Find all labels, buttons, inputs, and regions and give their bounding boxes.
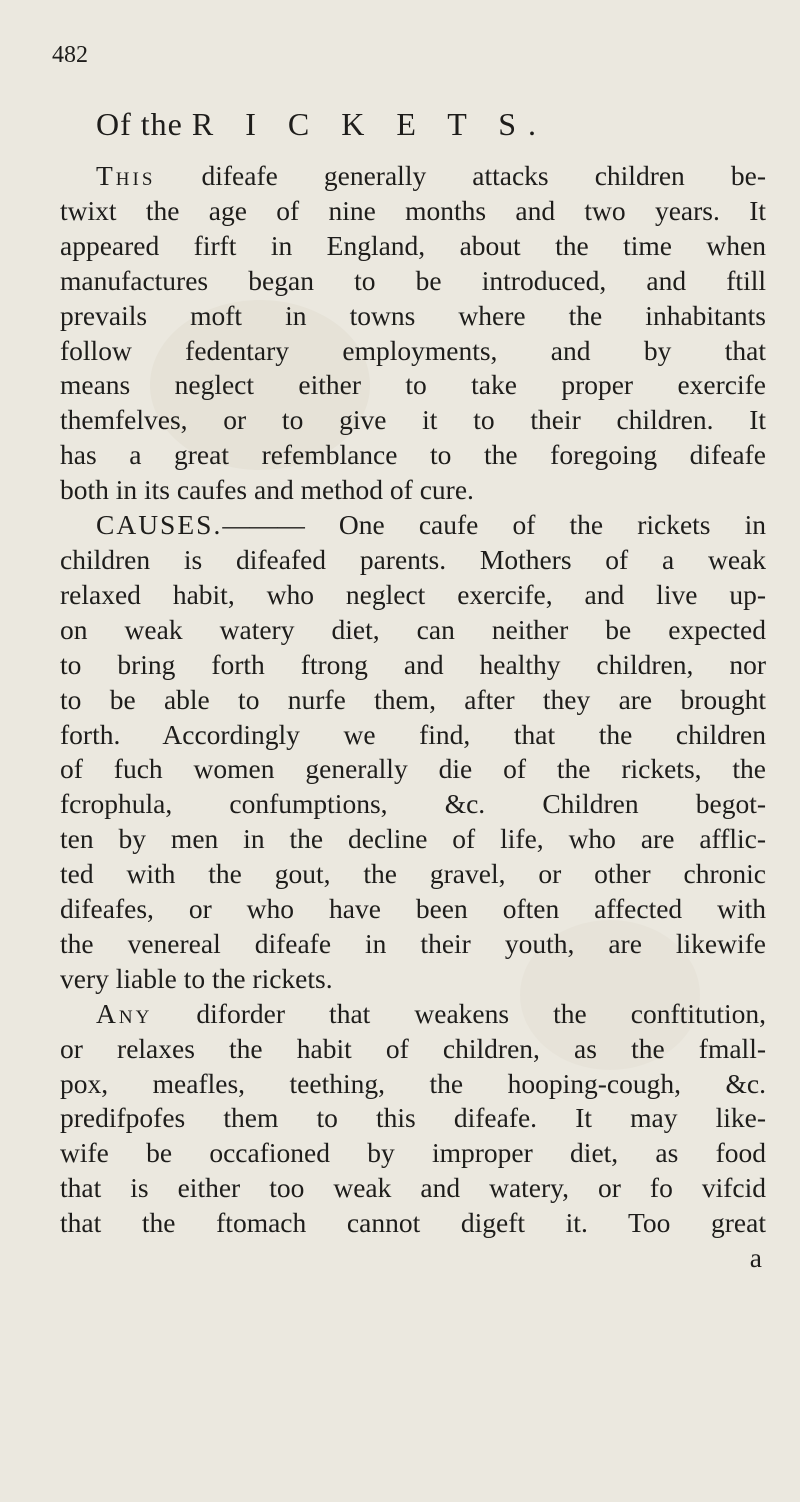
text-line: very liable to the rickets. (60, 962, 333, 994)
running-head (96, 106, 548, 143)
text-line: to bring forth ftrong and healthy children, nor (60, 648, 766, 680)
text-line: difeafes, or who have been often affected with (60, 893, 766, 925)
text-line: to be able to nurfe them, after they are brought (60, 683, 766, 715)
page-number: 482 (52, 42, 88, 68)
text-line: Any diforder that weakens the conftitution, (96, 997, 767, 1029)
paragraph-lead: Any (96, 997, 153, 1029)
text-line: pox, meafles, teething, the hooping-cough, &c. (60, 1067, 766, 1099)
text-line: predifpofes them to this difeafe. It may like- (60, 1102, 766, 1134)
text-line: of fuch women generally die of the rickets, the (60, 753, 766, 785)
text-line: manufactures began to be introduced, and ftill (60, 264, 766, 296)
text-line: that is either too weak and watery, or fo vifcid (60, 1172, 766, 1204)
text-line: or relaxes the habit of children, as the fmall- (60, 1032, 766, 1064)
section-heading: CAUSES. (96, 509, 223, 541)
text-line: prevails moft in towns where the inhabitants (60, 299, 766, 331)
text-line: both in its caufes and method of cure. (60, 474, 474, 506)
text-line: forth. Accordingly we find, that the children (60, 718, 766, 750)
text-line: the venereal difeafe in their youth, are likewife (60, 927, 766, 959)
text-line: relaxed habit, who neglect exercife, and live up- (60, 578, 766, 610)
running-head-prefix: Of the (96, 106, 183, 142)
text-line: wife be occafioned by improper diet, as food (60, 1137, 766, 1169)
text-line: children is difeafed parents. Mothers of a weak (60, 543, 766, 575)
text-line: ted with the gout, the gravel, or other chronic (60, 858, 766, 890)
text-line: that the ftomach cannot digeft it. Too great (60, 1207, 766, 1239)
text-line: ten by men in the decline of life, who are afflic- (60, 823, 766, 855)
text-line: appeared firft in England, about the time when (60, 229, 766, 261)
text-line: This difeafe generally attacks children be- (96, 160, 766, 191)
text-line: themfelves, or to give it to their children. It (60, 404, 766, 436)
text-line: twixt the age of nine months and two years. It (60, 194, 766, 226)
text-line: fcrophula, confumptions, &c. Children begot- (60, 788, 766, 820)
text-line: CAUSES.——— One caufe of the rickets in (96, 509, 766, 541)
text-line: has a great refemblance to the foregoing difeafe (60, 439, 766, 471)
running-head-title: R I C K E T S. (191, 106, 549, 142)
catchword: a (749, 1242, 762, 1274)
body-text (60, 159, 766, 1276)
paragraph-lead: This (96, 160, 156, 191)
text-line: means neglect either to take proper exercife (60, 369, 766, 401)
text-line: on weak watery diet, can neither be expected (60, 613, 766, 645)
text-line: follow fedentary employments, and by that (60, 334, 766, 366)
